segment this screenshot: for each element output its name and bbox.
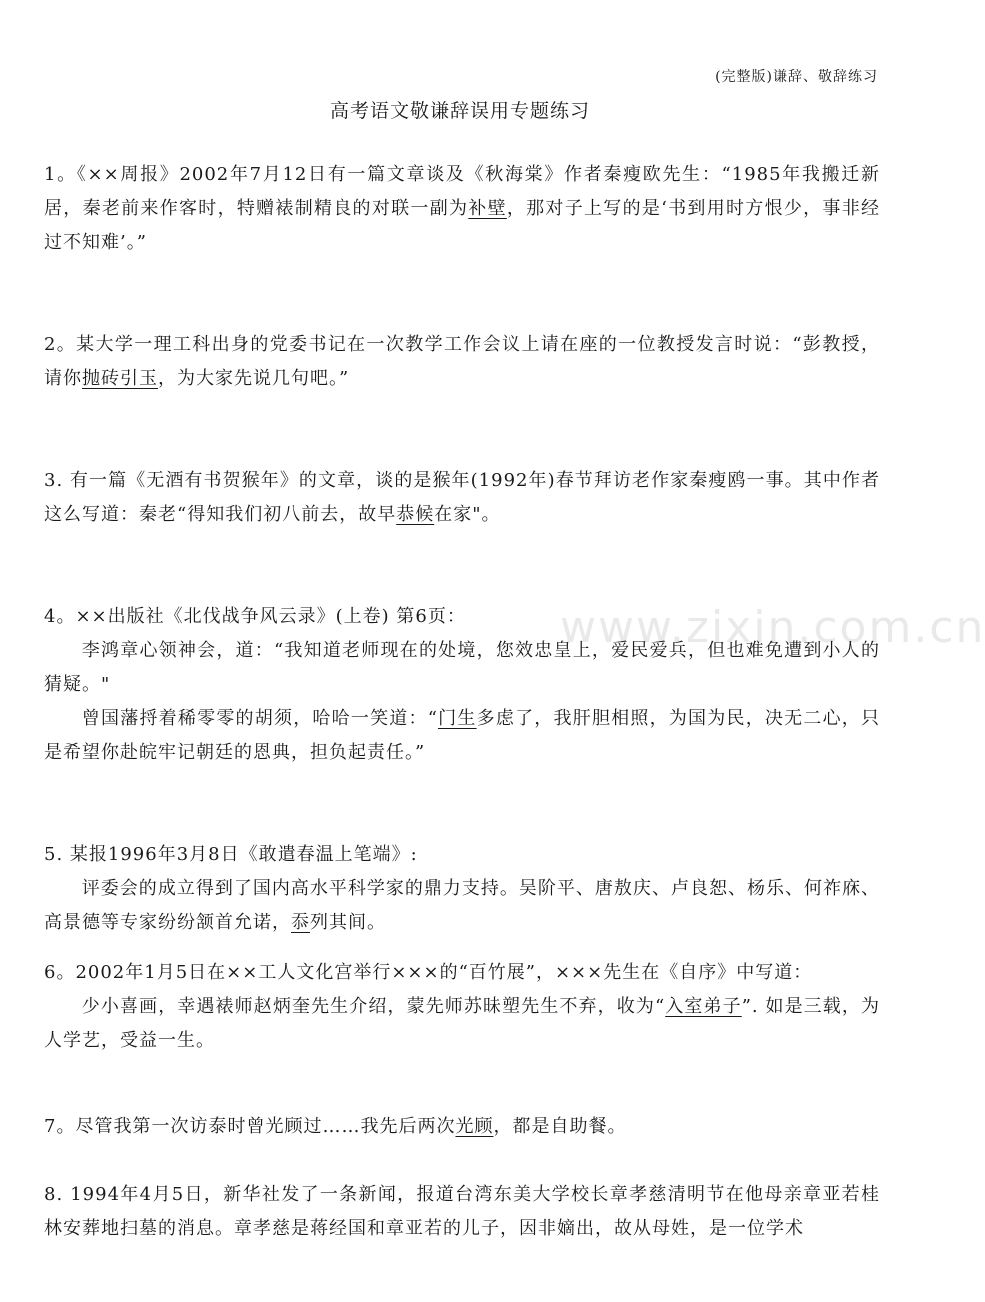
question-4-paragraph-2 <box>44 702 880 770</box>
question-4-text-a: 曾国藩捋着稀零零的胡须，哈哈一笑道：“ <box>81 708 438 729</box>
question-1-underlined-term: 补壁 <box>468 198 507 219</box>
question-5-text-a: 评委会的成立得到了国内高水平科学家的鼎力支持。吴阶平、唐敖庆、卢良恕、杨乐、何祚庥、高景德等专家纷纷颔首允诺， <box>44 878 880 933</box>
question-4-paragraph-1: 李鸿章心领神会，道：“我知道老师现在的处境，您效忠皇上，爱民爱兵，但也难免遭到小人的猜疑。" <box>44 640 880 695</box>
question-7-text-a: 7。尽管我第一次访泰时曾光顾过……我先后两次 <box>44 1116 456 1137</box>
page-title: 高考语文敬谦辞误用专题练习 <box>329 100 590 122</box>
question-4-underlined-term: 门生 <box>437 708 477 729</box>
question-1 <box>44 158 880 260</box>
question-3 <box>44 464 880 532</box>
question-4-text-b: 多虑了，我肝胆相照，为国为民，决无二心，只是希望你赴皖牢记朝廷的恩典，担负起责任。” <box>44 708 881 763</box>
question-8: 8. 1994年4月5日，新华社发了一条新闻，报道台湾东美大学校长章孝慈清明节在他母亲章亚若桂林安葬地扫墓的消息。章孝慈是蒋经国和章亚若的儿子，因非嫡出，故从母姓，是一位学术 <box>44 1184 880 1239</box>
question-1-text-a: 1。《××周报》2002年7月12日有一篇文章谈及《秋海棠》作者秦瘦欧先生：“1985年我搬迁新居，秦老前来作客时，特赠裱制精良的对联一副为 <box>44 164 880 219</box>
question-5-underlined-term: 忝 <box>291 912 310 933</box>
question-6-paragraph <box>44 990 880 1058</box>
question-3-text-a: 3. 有一篇《无酒有书贺猴年》的文章，谈的是猴年(1992年)春节拜访老作家秦瘦鸥一事。其中作者这么写道：秦老“得知我们初八前去，故早 <box>44 470 880 525</box>
question-2-underlined-term: 抛砖引玉 <box>82 368 158 389</box>
question-6-heading: 6。2002年1月5日在××工人文化宫举行×××的“百竹展”，×××先生在《自序》中写道： <box>44 962 813 983</box>
question-1-text-b: ，那对子上写的是‘书到用时方恨少，事非经过不知难’。” <box>44 198 880 253</box>
question-2 <box>44 328 880 396</box>
question-4-heading: 4。××出版社《北伐战争风云录》(上卷) 第6页： <box>44 606 466 627</box>
question-7-underlined-term: 光顾 <box>455 1116 494 1137</box>
question-6-underlined-term: 入室弟子 <box>665 996 742 1017</box>
question-2-text-b: ，为大家先说几句吧。” <box>158 368 350 389</box>
question-7-text-b: ，都是自助餐。 <box>493 1116 627 1137</box>
question-5-heading: 5. 某报1996年3月8日《敢遣春温上笔端》: <box>44 844 418 865</box>
question-7 <box>44 1110 880 1144</box>
question-6-text-b: ”. 如是三载，为人学艺，受益一生。 <box>44 996 880 1051</box>
question-3-text-b: 在家"。 <box>434 504 501 525</box>
question-2-text-a: 2。某大学一理工科出身的党委书记在一次教学工作会议上请在座的一位教授发言时说：“彭教授，请你 <box>44 334 880 389</box>
question-6-text-a: 少小喜画，幸遇裱师赵炳奎先生介绍，蒙先师苏昧塑先生不弃，收为“ <box>81 996 666 1017</box>
question-5-paragraph <box>44 872 880 940</box>
header-note: (完整版)谦辞、敬辞练习 <box>715 69 878 85</box>
question-3-underlined-term: 恭候 <box>396 504 435 525</box>
watermark: www.zixin.com.cn <box>560 602 985 653</box>
question-5-text-b: 列其间。 <box>310 912 386 933</box>
